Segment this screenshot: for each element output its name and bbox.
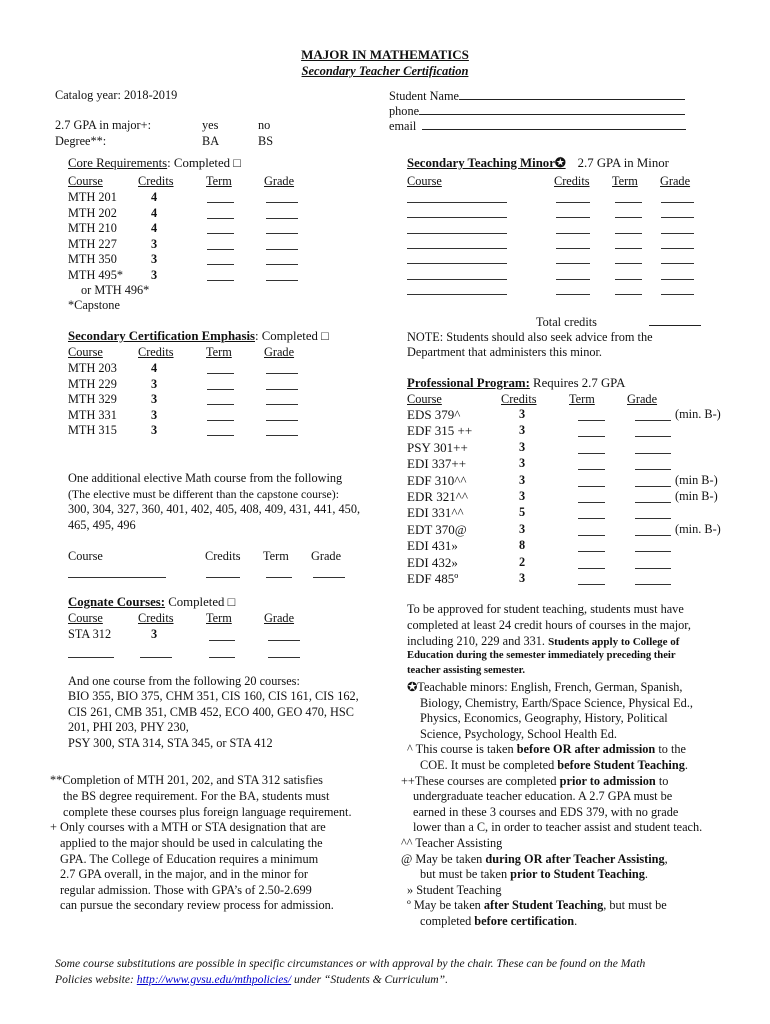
prof-col-course: Course [407, 392, 442, 406]
prof-term-blank[interactable] [578, 436, 605, 437]
minor-grade-blank[interactable] [661, 294, 694, 295]
prof-col-term: Term [569, 392, 595, 406]
gpa-yes-option[interactable]: yes [202, 118, 219, 132]
cert-credits: 3 [151, 407, 158, 422]
cog-col-grade: Grade [264, 611, 295, 625]
core-term-blank[interactable] [207, 202, 234, 203]
prof-min-grade-note: (min. B-) [675, 521, 721, 536]
minor-col-credits: Credits [554, 174, 590, 188]
prof-term-blank[interactable] [578, 584, 605, 585]
prof-grade-blank[interactable] [635, 568, 671, 569]
prof-course: EDR 321^^ [407, 489, 468, 504]
cog-credits-sta312: 3 [151, 627, 158, 641]
degree-ba-option[interactable]: BA [202, 134, 220, 148]
minor-term-blank[interactable] [615, 279, 642, 280]
prof-term-blank[interactable] [578, 518, 605, 519]
elective-col-grade: Grade [311, 549, 342, 563]
prof-course: EDI 337++ [407, 456, 467, 472]
prof-term-blank[interactable] [578, 568, 605, 569]
core-credits: 3 [151, 236, 158, 251]
core-credits: 4 [151, 205, 158, 220]
prof-term-blank[interactable] [578, 453, 605, 454]
rn-p1c: including 210, 229 and 331. Students apply to College of [407, 634, 680, 648]
core-grade-blank[interactable] [266, 202, 298, 203]
core-col-grade: Grade [264, 174, 295, 188]
prof-grade-blank[interactable] [635, 453, 671, 454]
cert-term-blank[interactable] [207, 389, 234, 390]
cert-col-term: Term [206, 345, 232, 359]
minor-col-course: Course [407, 174, 442, 188]
cert-grade-blank[interactable] [266, 420, 298, 421]
degree-bs-option[interactable]: BS [258, 134, 274, 148]
prof-grade-blank[interactable] [635, 584, 671, 585]
minor-grade-blank[interactable] [661, 202, 694, 203]
minor-term-blank[interactable] [615, 294, 642, 295]
core-course: MTH 227 [68, 236, 117, 251]
prof-credits: 3 [519, 439, 526, 454]
prof-grade-blank[interactable] [635, 420, 671, 421]
email-field[interactable]: email [389, 118, 686, 134]
prof-course: EDI 432» [407, 554, 458, 570]
rn-teacher-assisting: ^^ Teacher Assisting [401, 836, 503, 850]
ln-b2: applied to the major should be used in calculating the [60, 836, 323, 850]
prof-min-grade-note: (min. B-) [675, 407, 721, 421]
prof-grade-blank[interactable] [635, 502, 671, 503]
prof-course: EDI 331^^ [407, 505, 464, 521]
rn-plus-2: undergraduate teacher education. A 2.7 GPA must be [413, 789, 673, 803]
core-grade-blank[interactable] [266, 249, 298, 250]
core-grade-blank[interactable] [266, 280, 298, 281]
cert-grade-blank[interactable] [266, 404, 298, 405]
minor-term-blank[interactable] [615, 202, 642, 203]
core-term-blank[interactable] [207, 233, 234, 234]
prof-course: EDS 379^ [407, 407, 461, 422]
cognate-line-2: BIO 355, BIO 375, CHM 351, CIS 160, CIS 161, CIS 162, [68, 689, 359, 703]
rn-plus-1: ++These courses are completed prior to admission to [401, 774, 669, 788]
cognate-line-4: 201, PHI 203, PHY 230, [68, 720, 189, 734]
minor-credits-blank[interactable] [556, 233, 590, 234]
prof-col-credits: Credits [501, 392, 537, 406]
minor-term-blank[interactable] [615, 248, 642, 249]
core-course: MTH 202 [68, 205, 117, 220]
prof-course: EDF 310^^ [407, 472, 467, 488]
prof-credits: 3 [519, 571, 526, 585]
cert-course: MTH 331 [68, 407, 117, 422]
core-grade-blank[interactable] [266, 264, 298, 265]
cognate-line-5: PSY 300, STA 314, STA 345, or STA 412 [68, 736, 273, 750]
prof-term-blank[interactable] [578, 469, 605, 470]
minor-heading: Secondary Teaching Minor✪ 2.7 GPA in Minor [407, 156, 669, 170]
prof-term-blank[interactable] [578, 551, 605, 552]
cert-credits: 3 [151, 376, 158, 391]
minor-term-blank[interactable] [615, 263, 642, 264]
cog-term-blank-2[interactable] [209, 657, 235, 658]
gpa-label: 2.7 GPA in major+: [55, 118, 151, 132]
cognate-line-3: CIS 261, CMB 351, CMB 452, ECO 400, GEO 470, HSC [68, 705, 354, 719]
minor-grade-blank[interactable] [661, 263, 694, 264]
rn-deg-2: completed before certification. [420, 914, 578, 928]
prof-grade-blank[interactable] [635, 535, 671, 536]
core-term-blank[interactable] [207, 249, 234, 250]
minor-col-term: Term [612, 174, 638, 188]
minor-course-blank[interactable] [407, 294, 507, 295]
core-course: MTH 350 [68, 252, 117, 266]
rn-plus-4: lower than a C, in order to teacher assist and student teach. [413, 820, 703, 834]
elective-credits-blank[interactable] [206, 577, 240, 578]
cert-term-blank[interactable] [207, 420, 234, 421]
prof-course: EDF 315 ++ [407, 423, 473, 439]
prof-grade-blank[interactable] [635, 436, 671, 437]
core-course: MTH 495* [68, 267, 123, 282]
prof-grade-blank[interactable] [635, 469, 671, 470]
rn-at-1: @ May be taken during OR after Teacher Assisting, [401, 852, 668, 866]
rn-caret-1: ^ This course is taken before OR after admission to the [407, 742, 687, 756]
minor-credits-blank[interactable] [556, 202, 590, 203]
rn-p1b: completed at least 24 credit hours of courses in the major, [407, 618, 691, 632]
minor-credits-blank[interactable] [556, 217, 590, 218]
prof-course: PSY 301++ [407, 439, 468, 455]
prof-term-blank[interactable] [578, 420, 605, 421]
prof-grade-blank[interactable] [635, 518, 671, 519]
cert-term-blank[interactable] [207, 373, 234, 374]
cognate-line-1: And one course from the following 20 courses: [68, 674, 300, 688]
minor-credits-blank[interactable] [556, 279, 590, 280]
elective-line-3: 300, 304, 327, 360, 401, 402, 405, 408, 409, 431, 441, 450, [68, 502, 361, 516]
cert-credits: 4 [151, 361, 158, 375]
cert-col-credits: Credits [138, 345, 174, 359]
prof-course: EDF 485º [407, 571, 459, 586]
ln-b1: + Only courses with a MTH or STA designation that are [50, 820, 326, 834]
core-grade-blank[interactable] [266, 218, 298, 219]
cert-heading: Secondary Certification Emphasis: Completed □ [68, 329, 329, 343]
prof-credits: 2 [519, 554, 526, 569]
page-title: MAJOR IN MATHEMATICS [301, 47, 469, 62]
prof-course: EDI 431» [407, 538, 458, 554]
core-course: MTH 210 [68, 221, 117, 235]
elective-term-blank[interactable] [266, 577, 292, 578]
cog-grade-blank-2[interactable] [268, 657, 300, 658]
core-grade-blank[interactable] [266, 233, 298, 234]
student-name-field[interactable]: Student Name [389, 88, 685, 104]
rn-caret-2: COE. It must be completed before Student Teaching. [420, 758, 688, 772]
cert-col-course: Course [68, 345, 103, 359]
cert-grade-blank[interactable] [266, 373, 298, 374]
rn-student-teaching: » Student Teaching [407, 883, 502, 897]
rn-teachable-2: Biology, Chemistry, Earth/Space Science, Physical Ed., [420, 696, 693, 710]
core-alt-course: or MTH 496* [81, 283, 150, 297]
degree-label: Degree**: [55, 134, 107, 148]
cert-course: MTH 229 [68, 376, 117, 391]
prof-credits: 3 [519, 472, 526, 487]
cog-course-blank-2[interactable] [68, 657, 114, 658]
core-col-course: Course [68, 174, 103, 188]
rn-deg-1: º May be taken after Student Teaching, but must be [407, 898, 667, 912]
core-credits: 4 [151, 221, 158, 235]
prof-min-grade-note: (min B-) [675, 472, 718, 487]
rn-p1f: teacher assisting semester. [407, 665, 525, 676]
cognate-heading: Cognate Courses: Completed □ [68, 595, 236, 609]
ln-b6: can pursue the secondary review process for admission. [60, 898, 334, 912]
minor-grade-blank[interactable] [661, 217, 694, 218]
minor-term-blank[interactable] [615, 233, 642, 234]
cog-term-blank[interactable] [209, 640, 235, 641]
rn-p1e: Education during the semester immediately preceding their [407, 650, 676, 661]
phone-field[interactable]: phone [389, 103, 685, 119]
page-subtitle: Secondary Teacher Certification [301, 64, 469, 78]
elective-course-blank[interactable] [68, 577, 166, 578]
minor-total-credits[interactable]: Total credits [536, 314, 701, 330]
cog-col-course: Course [68, 611, 103, 625]
rn-p1a: To be approved for student teaching, students must have [407, 602, 684, 616]
minor-course-blank[interactable] [407, 202, 507, 203]
minor-credits-blank[interactable] [556, 248, 590, 249]
rn-at-2: but must be taken prior to Student Teaching. [420, 867, 648, 881]
cert-grade-blank[interactable] [266, 435, 298, 436]
prof-course: EDT 370@ [407, 521, 467, 537]
core-course: MTH 201 [68, 190, 117, 204]
ln-b4: 2.7 GPA overall, in the major, and in the minor for [60, 867, 309, 881]
rn-teachable-4: Science, Psychology, School Health Ed. [420, 727, 617, 741]
prof-credits: 3 [519, 407, 526, 421]
gpa-no-option[interactable]: no [258, 118, 271, 132]
core-heading: Core Requirements: Completed □ [68, 156, 241, 170]
minor-credits-blank[interactable] [556, 263, 590, 264]
rn-teachable-1: ✪Teachable minors: English, French, German, Spanish, [407, 680, 683, 694]
professional-heading: Professional Program: Requires 2.7 GPA [407, 376, 626, 390]
ln-b3: GPA. The College of Education requires a minimum [60, 852, 319, 866]
core-term-blank[interactable] [207, 218, 234, 219]
core-credits: 4 [151, 190, 158, 204]
prof-grade-blank[interactable] [635, 551, 671, 552]
core-col-credits: Credits [138, 174, 174, 188]
minor-credits-blank[interactable] [556, 294, 590, 295]
prof-grade-blank[interactable] [635, 486, 671, 487]
ln-b5: regular admission. Those with GPA’s of 2.50-2.699 [60, 883, 312, 897]
cog-col-term: Term [206, 611, 232, 625]
ln-a1: **Completion of MTH 201, 202, and STA 312 satisfies [50, 773, 323, 787]
cert-course: MTH 315 [68, 423, 117, 437]
catalog-year: Catalog year: 2018-2019 [55, 88, 178, 102]
minor-grade-blank[interactable] [661, 279, 694, 280]
core-term-blank[interactable] [207, 264, 234, 265]
cog-grade-blank[interactable] [268, 640, 300, 641]
rn-plus-3: earned in these 3 courses and EDS 379, with no grade [413, 805, 679, 819]
footer-line-1: Some course substitutions are possible in specific circumstances or with approval by the chair. These can be found on the Math [55, 957, 646, 970]
cert-term-blank[interactable] [207, 404, 234, 405]
elective-line-4: 465, 495, 496 [68, 518, 136, 532]
math-policies-link[interactable]: http://www.gvsu.edu/mthpolicies/ [136, 973, 292, 986]
prof-credits: 5 [519, 505, 526, 520]
cert-term-blank[interactable] [207, 435, 234, 436]
elective-line-1: One additional elective Math course from the following [68, 471, 343, 485]
cert-grade-blank[interactable] [266, 389, 298, 390]
prof-credits: 3 [519, 521, 526, 536]
cert-course: MTH 329 [68, 392, 117, 406]
cog-credits-blank-2[interactable] [140, 657, 172, 658]
cert-credits: 3 [151, 423, 158, 437]
cert-course: MTH 203 [68, 361, 117, 375]
elective-grade-blank[interactable] [313, 577, 345, 578]
prof-credits: 8 [519, 538, 526, 553]
minor-col-grade: Grade [660, 174, 691, 188]
minor-course-blank[interactable] [407, 263, 507, 264]
cert-credits: 3 [151, 392, 158, 406]
elective-col-course: Course [68, 549, 103, 563]
ln-a3: complete these courses plus foreign language requirement. [63, 805, 352, 819]
prof-min-grade-note: (min B-) [675, 489, 718, 503]
core-credits: 3 [151, 252, 158, 266]
capstone-note: *Capstone [68, 298, 120, 312]
prof-term-blank[interactable] [578, 486, 605, 487]
prof-term-blank[interactable] [578, 535, 605, 536]
minor-grade-blank[interactable] [661, 233, 694, 234]
minor-course-blank[interactable] [407, 279, 507, 280]
footer-line-2: Policies website: http://www.gvsu.edu/mthpolicies/ under “Students & Curriculum”. [55, 973, 448, 986]
cog-col-credits: Credits [138, 611, 174, 625]
prof-credits: 3 [519, 456, 526, 471]
prof-credits: 3 [519, 489, 526, 503]
minor-course-blank[interactable] [407, 248, 507, 249]
cog-course-sta312: STA 312 [68, 627, 112, 641]
minor-note-1: NOTE: Students should also seek advice from the [407, 330, 653, 344]
prof-credits: 3 [519, 423, 526, 438]
rn-teachable-3: Physics, Economics, Geography, History, Political [420, 711, 668, 725]
minor-term-blank[interactable] [615, 217, 642, 218]
core-term-blank[interactable] [207, 280, 234, 281]
elective-col-credits: Credits [205, 549, 241, 563]
elective-col-term: Term [263, 549, 289, 563]
minor-course-blank[interactable] [407, 217, 507, 218]
cert-col-grade: Grade [264, 345, 295, 359]
core-col-term: Term [206, 174, 232, 188]
minor-note-2: Department that administers this minor. [407, 345, 603, 359]
prof-term-blank[interactable] [578, 502, 605, 503]
minor-grade-blank[interactable] [661, 248, 694, 249]
minor-course-blank[interactable] [407, 233, 507, 234]
elective-line-2: (The elective must be different than the capstone course): [68, 487, 339, 501]
ln-a2: the BS degree requirement. For the BA, students must [63, 789, 330, 803]
prof-col-grade: Grade [627, 392, 658, 406]
core-credits: 3 [151, 267, 158, 282]
